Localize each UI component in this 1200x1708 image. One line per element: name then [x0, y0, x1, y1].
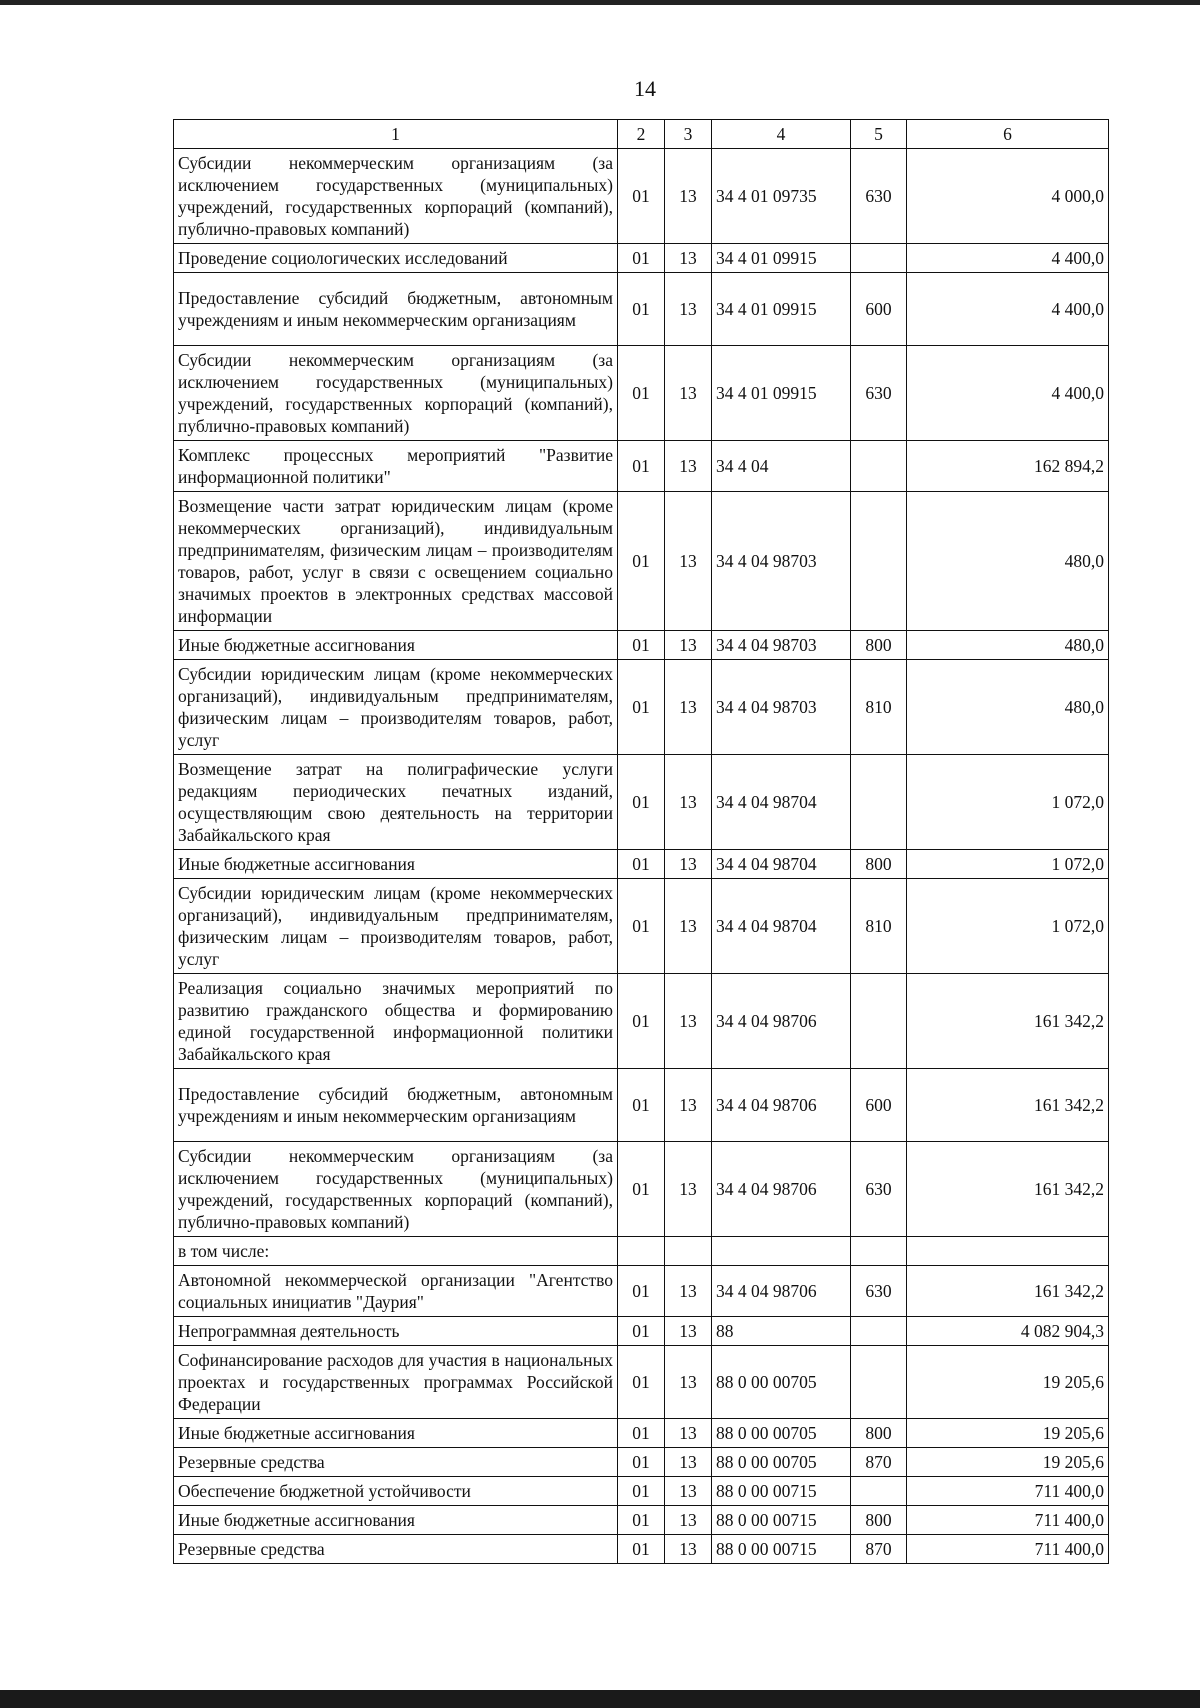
- table-row: [174, 879, 1109, 974]
- cell-subsection: 13: [665, 660, 712, 755]
- cell-expense-type: [851, 1237, 907, 1266]
- cell-name: Субсидии некоммерческим организациям (за исключением государственных (муниципальных) учреждений, государственных корпораций (компаний), публично-правовых компаний): [174, 346, 618, 441]
- cell-expense-type: 800: [851, 631, 907, 660]
- header-row: [174, 120, 1109, 149]
- cell-name: Субсидии юридическим лицам (кроме некоммерческих организаций), индивидуальным предпринимателям, физическим лицам – производителям товаров, работ, услуг: [174, 879, 618, 974]
- page-number: 14: [634, 76, 656, 101]
- cell-subsection: 13: [665, 1477, 712, 1506]
- cell-expense-type: 800: [851, 850, 907, 879]
- cell-expense-type: 870: [851, 1535, 907, 1564]
- cell-name: Софинансирование расходов для участия в национальных проектах и государственных программах Российской Федерации: [174, 1346, 618, 1419]
- cell-expense-type: 800: [851, 1506, 907, 1535]
- cell-amount: 1 072,0: [907, 755, 1109, 850]
- cell-expense-type: [851, 492, 907, 631]
- table-row: [174, 660, 1109, 755]
- cell-target-article: 34 4 01 09915: [712, 244, 851, 273]
- cell-section: 01: [618, 755, 665, 850]
- cell-name: Субсидии некоммерческим организациям (за исключением государственных (муниципальных) учреждений, государственных корпораций (компаний), публично-правовых компаний): [174, 1142, 618, 1237]
- cell-section: 01: [618, 660, 665, 755]
- cell-subsection: 13: [665, 346, 712, 441]
- cell-expense-type: 630: [851, 149, 907, 244]
- cell-name: Реализация социально значимых мероприятий по развитию гражданского общества и формированию единой государственной информационной политики Забайкальского края: [174, 974, 618, 1069]
- cell-amount: 161 342,2: [907, 1266, 1109, 1317]
- table-row: [174, 1477, 1109, 1506]
- cell-target-article: 88: [712, 1317, 851, 1346]
- cell-subsection: 13: [665, 492, 712, 631]
- cell-target-article: 34 4 04 98706: [712, 1142, 851, 1237]
- table-row: [174, 1142, 1109, 1237]
- cell-amount: 711 400,0: [907, 1477, 1109, 1506]
- cell-subsection: 13: [665, 1069, 712, 1142]
- cell-subsection: 13: [665, 879, 712, 974]
- cell-subsection: 13: [665, 1419, 712, 1448]
- cell-subsection: 13: [665, 1506, 712, 1535]
- table-row: [174, 755, 1109, 850]
- cell-amount: 480,0: [907, 631, 1109, 660]
- table-row: [174, 1069, 1109, 1142]
- cell-expense-type: [851, 1346, 907, 1419]
- cell-target-article: 34 4 04 98704: [712, 850, 851, 879]
- cell-target-article: 34 4 01 09915: [712, 273, 851, 346]
- cell-expense-type: 630: [851, 1266, 907, 1317]
- table-row: [174, 1506, 1109, 1535]
- cell-subsection: 13: [665, 631, 712, 660]
- cell-section: 01: [618, 1448, 665, 1477]
- cell-amount: 4 082 904,3: [907, 1317, 1109, 1346]
- cell-expense-type: [851, 1317, 907, 1346]
- cell-expense-type: 630: [851, 346, 907, 441]
- cell-subsection: 13: [665, 1535, 712, 1564]
- header-col-amount: 6: [907, 120, 1109, 149]
- cell-section: 01: [618, 346, 665, 441]
- cell-name: Резервные средства: [174, 1535, 618, 1564]
- cell-target-article: 88 0 00 00705: [712, 1419, 851, 1448]
- cell-name: Иные бюджетные ассигнования: [174, 1419, 618, 1448]
- cell-target-article: 88 0 00 00705: [712, 1448, 851, 1477]
- cell-expense-type: 810: [851, 660, 907, 755]
- table-row: [174, 273, 1109, 346]
- cell-subsection: 13: [665, 273, 712, 346]
- table-row: [174, 441, 1109, 492]
- cell-target-article: 34 4 04 98703: [712, 660, 851, 755]
- cell-amount: 19 205,6: [907, 1419, 1109, 1448]
- cell-section: 01: [618, 974, 665, 1069]
- cell-amount: 711 400,0: [907, 1535, 1109, 1564]
- cell-amount: [907, 1237, 1109, 1266]
- cell-amount: 162 894,2: [907, 441, 1109, 492]
- cell-target-article: 34 4 04: [712, 441, 851, 492]
- table-row: [174, 1317, 1109, 1346]
- cell-subsection: 13: [665, 1142, 712, 1237]
- table-row: [174, 492, 1109, 631]
- cell-section: 01: [618, 492, 665, 631]
- cell-expense-type: [851, 755, 907, 850]
- table-row: [174, 1346, 1109, 1419]
- cell-target-article: 88 0 00 00715: [712, 1477, 851, 1506]
- cell-amount: 161 342,2: [907, 1142, 1109, 1237]
- cell-amount: 4 400,0: [907, 273, 1109, 346]
- header-col-name: 1: [174, 120, 618, 149]
- cell-amount: 480,0: [907, 660, 1109, 755]
- cell-amount: 1 072,0: [907, 850, 1109, 879]
- table-row: [174, 1448, 1109, 1477]
- cell-subsection: 13: [665, 1266, 712, 1317]
- cell-name: Резервные средства: [174, 1448, 618, 1477]
- cell-amount: 19 205,6: [907, 1448, 1109, 1477]
- cell-subsection: 13: [665, 1448, 712, 1477]
- cell-section: 01: [618, 850, 665, 879]
- cell-amount: 161 342,2: [907, 1069, 1109, 1142]
- cell-target-article: 88 0 00 00715: [712, 1535, 851, 1564]
- cell-target-article: 34 4 04 98704: [712, 879, 851, 974]
- cell-amount: 4 400,0: [907, 244, 1109, 273]
- cell-section: 01: [618, 1266, 665, 1317]
- cell-target-article: 34 4 01 09915: [712, 346, 851, 441]
- cell-expense-type: 810: [851, 879, 907, 974]
- header-col-section: 2: [618, 120, 665, 149]
- cell-name: Предоставление субсидий бюджетным, автономным учреждениям и иным некоммерческим организациям: [174, 273, 618, 346]
- cell-section: 01: [618, 1069, 665, 1142]
- cell-expense-type: 870: [851, 1448, 907, 1477]
- cell-name: Автономной некоммерческой организации "Агентство социальных инициатив "Даурия": [174, 1266, 618, 1317]
- cell-name: Иные бюджетные ассигнования: [174, 1506, 618, 1535]
- cell-subsection: 13: [665, 1317, 712, 1346]
- cell-name: Непрограммная деятельность: [174, 1317, 618, 1346]
- cell-name: Предоставление субсидий бюджетным, автономным учреждениям и иным некоммерческим организациям: [174, 1069, 618, 1142]
- cell-subsection: 13: [665, 850, 712, 879]
- cell-amount: 4 400,0: [907, 346, 1109, 441]
- cell-name: Иные бюджетные ассигнования: [174, 631, 618, 660]
- cell-section: [618, 1237, 665, 1266]
- cell-section: 01: [618, 631, 665, 660]
- cell-name: Проведение социологических исследований: [174, 244, 618, 273]
- cell-subsection: 13: [665, 755, 712, 850]
- cell-target-article: [712, 1237, 851, 1266]
- budget-table: [173, 119, 1109, 1564]
- cell-target-article: 34 4 04 98703: [712, 492, 851, 631]
- cell-target-article: 34 4 04 98706: [712, 974, 851, 1069]
- cell-expense-type: [851, 1477, 907, 1506]
- header-col-subsection: 3: [665, 120, 712, 149]
- cell-section: 01: [618, 1317, 665, 1346]
- cell-amount: 161 342,2: [907, 974, 1109, 1069]
- cell-section: 01: [618, 1477, 665, 1506]
- cell-amount: 711 400,0: [907, 1506, 1109, 1535]
- cell-name: в том числе:: [174, 1237, 618, 1266]
- cell-section: 01: [618, 441, 665, 492]
- table-row: [174, 1535, 1109, 1564]
- cell-subsection: 13: [665, 244, 712, 273]
- cell-target-article: 34 4 04 98704: [712, 755, 851, 850]
- cell-target-article: 88 0 00 00715: [712, 1506, 851, 1535]
- cell-name: Комплекс процессных мероприятий "Развитие информационной политики": [174, 441, 618, 492]
- cell-name: Обеспечение бюджетной устойчивости: [174, 1477, 618, 1506]
- cell-expense-type: 600: [851, 273, 907, 346]
- cell-subsection: 13: [665, 974, 712, 1069]
- header-col-expense-type: 5: [851, 120, 907, 149]
- cell-amount: 480,0: [907, 492, 1109, 631]
- table-row: [174, 850, 1109, 879]
- cell-section: 01: [618, 1419, 665, 1448]
- cell-section: 01: [618, 244, 665, 273]
- cell-expense-type: [851, 974, 907, 1069]
- cell-section: 01: [618, 1346, 665, 1419]
- cell-subsection: 13: [665, 441, 712, 492]
- cell-amount: 19 205,6: [907, 1346, 1109, 1419]
- cell-subsection: [665, 1237, 712, 1266]
- table-row: [174, 1419, 1109, 1448]
- cell-name: Иные бюджетные ассигнования: [174, 850, 618, 879]
- cell-expense-type: [851, 441, 907, 492]
- cell-name: Возмещение затрат на полиграфические услуги редакциям периодических печатных изданий, осуществляющим свою деятельность на территории Забайкальского края: [174, 755, 618, 850]
- cell-amount: 4 000,0: [907, 149, 1109, 244]
- table-row: [174, 149, 1109, 244]
- cell-name: Возмещение части затрат юридическим лицам (кроме некоммерческих организаций), индивидуальным предпринимателям, физическим лицам – производителям товаров, работ, услуг в связи с освещением социально значимых проектов в электронных средствах массовой информации: [174, 492, 618, 631]
- scan-bottom-edge: [0, 1690, 1200, 1708]
- cell-expense-type: [851, 244, 907, 273]
- cell-target-article: 34 4 04 98706: [712, 1266, 851, 1317]
- cell-section: 01: [618, 1506, 665, 1535]
- cell-name: Субсидии некоммерческим организациям (за исключением государственных (муниципальных) учреждений, государственных корпораций (компаний), публично-правовых компаний): [174, 149, 618, 244]
- table-row: [174, 1237, 1109, 1266]
- table-row: [174, 1266, 1109, 1317]
- table-row: [174, 974, 1109, 1069]
- cell-target-article: 88 0 00 00705: [712, 1346, 851, 1419]
- cell-target-article: 34 4 01 09735: [712, 149, 851, 244]
- cell-target-article: 34 4 04 98703: [712, 631, 851, 660]
- table-row: [174, 346, 1109, 441]
- cell-subsection: 13: [665, 149, 712, 244]
- cell-amount: 1 072,0: [907, 879, 1109, 974]
- header-col-target-article: 4: [712, 120, 851, 149]
- table-row: [174, 244, 1109, 273]
- cell-expense-type: 630: [851, 1142, 907, 1237]
- cell-name: Субсидии юридическим лицам (кроме некоммерческих организаций), индивидуальным предпринимателям, физическим лицам – производителям товаров, работ, услуг: [174, 660, 618, 755]
- cell-section: 01: [618, 879, 665, 974]
- cell-section: 01: [618, 1535, 665, 1564]
- scan-top-edge: [0, 0, 1200, 5]
- table-row: [174, 631, 1109, 660]
- cell-expense-type: 800: [851, 1419, 907, 1448]
- cell-subsection: 13: [665, 1346, 712, 1419]
- cell-target-article: 34 4 04 98706: [712, 1069, 851, 1142]
- cell-section: 01: [618, 1142, 665, 1237]
- cell-expense-type: 600: [851, 1069, 907, 1142]
- cell-section: 01: [618, 149, 665, 244]
- cell-section: 01: [618, 273, 665, 346]
